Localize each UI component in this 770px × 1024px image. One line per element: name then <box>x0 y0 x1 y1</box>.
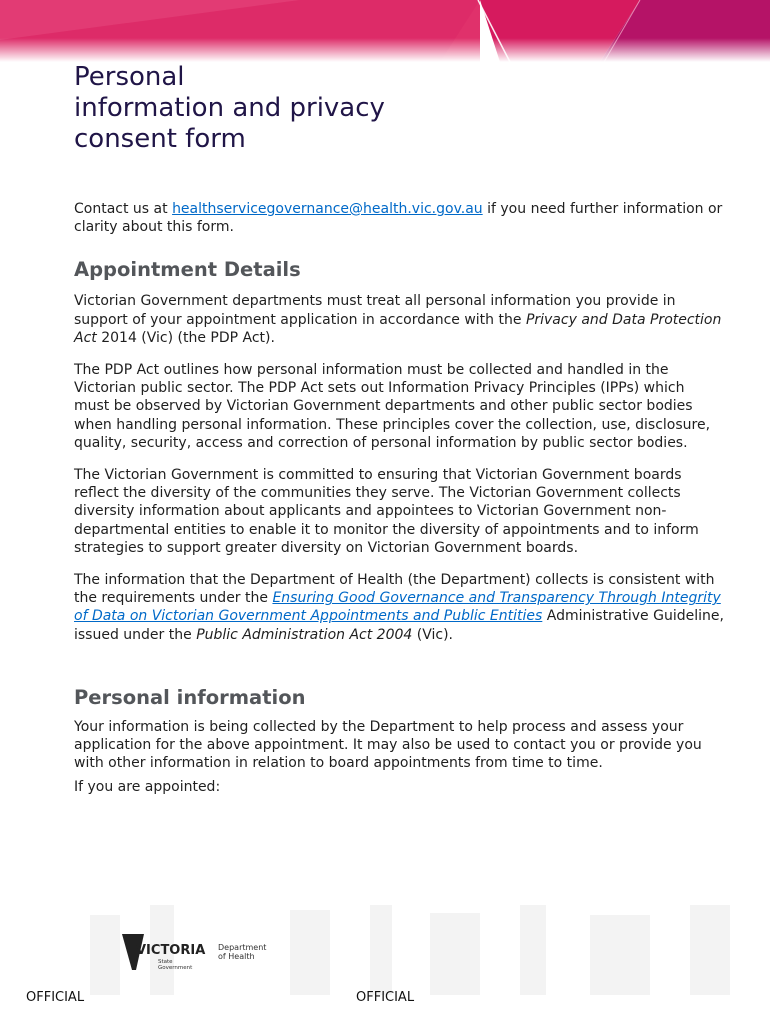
appointment-paragraph-3: The Victorian Government is committed to ensuring that Victorian Government boards reflect the diversity of the communities they serve. The Victorian Government collects diversity information about applicants and appointees to Victorian Government non-departmental entities to enable it to monitor the diversity of appointments and to inform strategies to support greater diversity on Victorian Government boards. <box>74 467 699 556</box>
page-title <box>74 62 474 155</box>
contact-email-link[interactable]: healthservicegovernance@health.vic.gov.au <box>172 201 483 217</box>
logo-of-health-text: of Health <box>218 952 255 961</box>
appointment-details-heading: Appointment Details <box>74 258 301 282</box>
footer-official-left: OFFICIAL <box>26 990 85 1005</box>
logo-victoria-text: VICTORIA <box>136 943 206 958</box>
personal-paragraph-1: Your information is being collected by the Department to help process and assess your application for the above appointment. It may also be used to contact you or provide you with other information in relation to board appointments from time to time. <box>74 718 702 772</box>
pdp-act-title: Privacy and Data Protection Act <box>74 311 722 346</box>
personal-information-heading: Personal information <box>74 685 306 709</box>
appointment-paragraph-4 <box>74 571 724 644</box>
logo-department-text: Department <box>218 943 267 952</box>
header-banner <box>0 0 770 62</box>
guideline-link[interactable]: Ensuring Good Governance and Transparency Through Integrity of Data on Victorian Government Appointments and Public Entities <box>74 590 721 625</box>
logo-state-text: State <box>158 959 173 965</box>
personal-paragraph-2: If you are appointed: <box>74 779 221 796</box>
contact-prefix: Contact us at <box>74 201 173 217</box>
appointment-p1-text-end: 2014 (Vic) (the PDP Act). <box>96 329 275 346</box>
contact-suffix: if you need further information or clarity about this form. <box>74 201 723 236</box>
appointment-p4-text-end: (Vic). <box>412 626 453 643</box>
footer-official-right: OFFICIAL <box>356 990 415 1005</box>
appointment-p1-text: Victorian Government departments must treat all personal information you provide in support of your appointment application in accordance with the <box>74 293 676 328</box>
appointment-paragraph-1 <box>74 292 724 347</box>
appointment-p4-text-mid: Administrative Guideline, issued under the <box>74 608 724 643</box>
contact-paragraph <box>74 200 724 236</box>
logo-government-text: Government <box>158 965 193 971</box>
title-line-2: information and privacy <box>74 93 385 123</box>
title-line-1: Personal <box>74 62 185 92</box>
public-admin-act-title: Public Administration Act 2004 <box>196 626 413 643</box>
victoria-government-logo <box>122 930 282 976</box>
appointment-p4-text: The information that the Department of Health (the Department) collects is consistent with the requirements under the <box>74 572 715 607</box>
main-content <box>74 200 724 803</box>
appointment-paragraph-2: The PDP Act outlines how personal information must be collected and handled in the Victorian public sector. The PDP Act sets out Information Privacy Principles (IPPs) which must be observed by Victorian Government departments and other public sector bodies when handling personal information. These principles cover the collection, use, disclosure, quality, security, access and correction of personal information by public sector bodies. <box>74 362 711 451</box>
title-line-3: consent form <box>74 124 246 154</box>
